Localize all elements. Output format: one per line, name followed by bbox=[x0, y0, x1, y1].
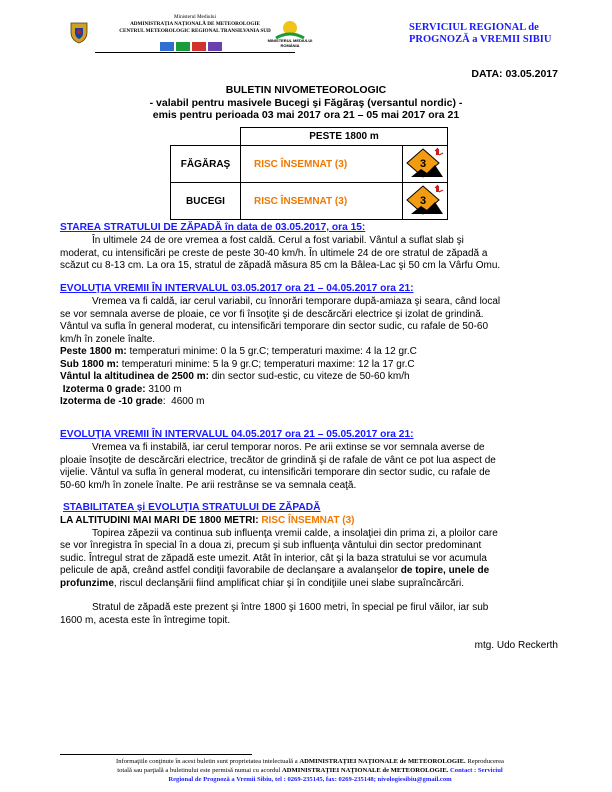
table-row bbox=[171, 183, 448, 220]
detail-line: Vântul la altitudinea de 2500 m: din sector sud-estic, cu viteze de 50-60 km/h bbox=[60, 371, 410, 382]
logo-icon bbox=[192, 42, 206, 51]
detail-line: Izoterma 0 grade: 3100 m bbox=[60, 383, 182, 395]
footer-contact: Regional de Prognoză a Vremii Sibiu, tel : 0269-235145, fax: 0269-235148; nivologiesibiu@gmail.com bbox=[168, 776, 452, 783]
risk-level: RISC ÎNSEMNAT (3) bbox=[241, 183, 403, 220]
risk-level: RISC ÎNSEMNAT (3) bbox=[241, 146, 403, 183]
ministry-logo-text: MINISTERUL MEDIULUI ROMÂNIA bbox=[267, 38, 313, 48]
institution-line: ADMINISTRAȚIA NAȚIONALĂ DE METEOROLOGIE bbox=[130, 21, 260, 27]
detail-line: Izoterma de -10 grade: 4600 m bbox=[60, 396, 205, 407]
risk-column-header: PESTE 1800 m bbox=[241, 128, 448, 146]
partner-logos bbox=[160, 42, 222, 51]
detail-line: Peste 1800 m: temperaturi minime: 0 la 5 gr.C; temperaturi maxime: 4 la 12 gr.C bbox=[60, 346, 417, 357]
service-line: SERVICIUL REGIONAL de bbox=[409, 22, 539, 33]
section-body-weather-day2: Vremea va fi instabilă, iar cerul temporar noros. Pe arii extinse se vor semnala averse de ploaie însoţite de descărcări electrice, trecător de grindină şi de rafale de vânt ce pot lua aspect de vijelie. Vântul va sufla în general moderat, cu intensificări temporare din sector sudic, cu rafale de 50-60 km/h în zonele înalte. Pe arii restrânse se va semnala ceaţă. bbox=[60, 442, 496, 491]
institution-header bbox=[95, 14, 295, 35]
footer-divider bbox=[60, 754, 252, 755]
detail-line: Sub 1800 m: temperaturi minime: 5 la 9 gr.C; temperaturi maxime: 12 la 17 gr.C bbox=[60, 358, 415, 370]
massif-name: BUCEGI bbox=[171, 183, 241, 220]
header-divider bbox=[95, 52, 295, 53]
footer-notice: Informaţiile conţinute în acest buletin sunt proprietatea intelectuală a ADMINISTRAŢIEI NAŢIONALE de METEOROLOGIE. Reproducerea totală sau parţială a buletinului este permisă numai cu acordul ADMINISTRAŢIEI NAŢIONALE de METEOROLOGIE. Contact : Serviciul Regional de Prognoză a Vremii Sibiu, tel : 0269-235145, fax: 0269-235148; nivologiesibiu@gmail.com bbox=[60, 757, 560, 784]
section-heading-snow-state: STAREA STRATULUI DE ZĂPADĂ în data de 03.05.2017, ora 15: bbox=[60, 222, 366, 233]
logo-icon bbox=[160, 42, 174, 51]
institution-line: Ministerul Mediului bbox=[174, 14, 216, 20]
svg-text:3: 3 bbox=[419, 194, 427, 207]
bulletin-title bbox=[0, 84, 612, 122]
title-main: BULETIN NIVOMETEOROLOGIC bbox=[225, 84, 387, 96]
section-body-weather-day1: Vremea va fi caldă, iar cerul variabil, cu înnorări temporare după-amiaza şi seara, când local se vor semnala averse de ploaie, ce vor fi însoţite şi de descărcări electrice şi izolat de grindină. Vântul va sufla în general moderat, cu intensificări temporare din sector sudic, cu rafale de 50-60 km/h în zonele înalte. Peste 1800 m: temperaturi minime: 0 la 5 gr.C; temperaturi maxime: 4 la 12 gr.C Sub 1800 m: temperaturi minime: 5 la 9 gr.C; temperaturi maxime: 12 la 17 gr.C Vântul la altitudinea de 2500 m: din sector sud-estic, cu viteze de 50-60 km/h Izoterma 0 grade: 3100 m Izoterma de -10 grade: 4600 m bbox=[60, 296, 558, 409]
massif-name: FĂGĂRAŞ bbox=[171, 146, 241, 183]
title-validity: - valabil pentru masivele Bucegi şi Făgăraş (versantul nordic) - bbox=[149, 96, 463, 109]
risk-table bbox=[170, 127, 448, 220]
avalanche-danger-icon bbox=[405, 147, 445, 179]
table-row bbox=[171, 146, 448, 183]
service-line: PROGNOZĂ a VREMII SIBIU bbox=[409, 34, 552, 45]
forecaster-signature: mtg. Udo Reckerth bbox=[474, 640, 558, 651]
section-body-snow-state: În ultimele 24 de ore vremea a fost caldă. Cerul a fost variabil. Vântul a suflat slab şi moderat, cu intensificări pe creste de peste 30-40 km/h. În ultimele 24 de ore stratul de zăpadă a scăzut cu 8-13 cm. La ora 15, stratul de zăpadă măsura 85 cm la Bâlea-Lac şi 50 cm la Vârfu Omu. bbox=[60, 235, 501, 271]
avalanche-danger-icon bbox=[405, 184, 445, 216]
svg-text:3: 3 bbox=[419, 157, 427, 170]
altitude-subheading: LA ALTITUDINI MAI MARI DE 1800 METRI: RISC ÎNSEMNAT (3) bbox=[60, 515, 355, 526]
institution-line: CENTRUL METEOROLOGIC REGIONAL TRANSILVANIA SUD bbox=[119, 28, 271, 34]
title-period: emis pentru perioada 03 mai 2017 ora 21 – 05 mai 2017 ora 21 bbox=[152, 109, 460, 121]
section-heading-weather-day2: EVOLUŢIA VREMII ÎN INTERVALUL 04.05.2017 ora 21 – 05.05.2017 ora 21: bbox=[60, 429, 414, 440]
bulletin-date: DATA: 03.05.2017 bbox=[471, 68, 558, 80]
section-heading-stability: STABILITATEA şi EVOLUŢIA STRATULUI DE ZĂPADĂ bbox=[63, 502, 321, 513]
section-body-stability: LA ALTITUDINI MAI MARI DE 1800 METRI: RISC ÎNSEMNAT (3) Topirea zăpezii va continua sub influenţa vremii calde, a insolaţiei din prima zi, a ploilor care se vor înregistra în special în a doua zi, precum şi sub influenţa vântului din sector predominant sudic. Întregul strat de zăpadă este umezit. Atât în interior, cât şi la baza stratului se vor acumula pelicule de apă, creând astfel condiţii favorabile de declanşare a avalanşelor de topire, unele de profunzime, riscul declanşării fiind amplificat chiar şi în condiţiile unei slabe supraîncărcări. Stratul de zăpadă este prezent şi între 1800 şi 1600 metri, în special pe firul văilor, iar sub 1600 m, acesta este în întregime topit. bbox=[60, 515, 558, 627]
service-name bbox=[409, 22, 551, 46]
logo-icon bbox=[208, 42, 222, 51]
coat-of-arms-icon bbox=[67, 20, 91, 44]
logo-icon bbox=[176, 42, 190, 51]
section-heading-weather-day1: EVOLUŢIA VREMII ÎN INTERVALUL 03.05.2017 ora 21 – 04.05.2017 ora 21: bbox=[60, 283, 414, 294]
